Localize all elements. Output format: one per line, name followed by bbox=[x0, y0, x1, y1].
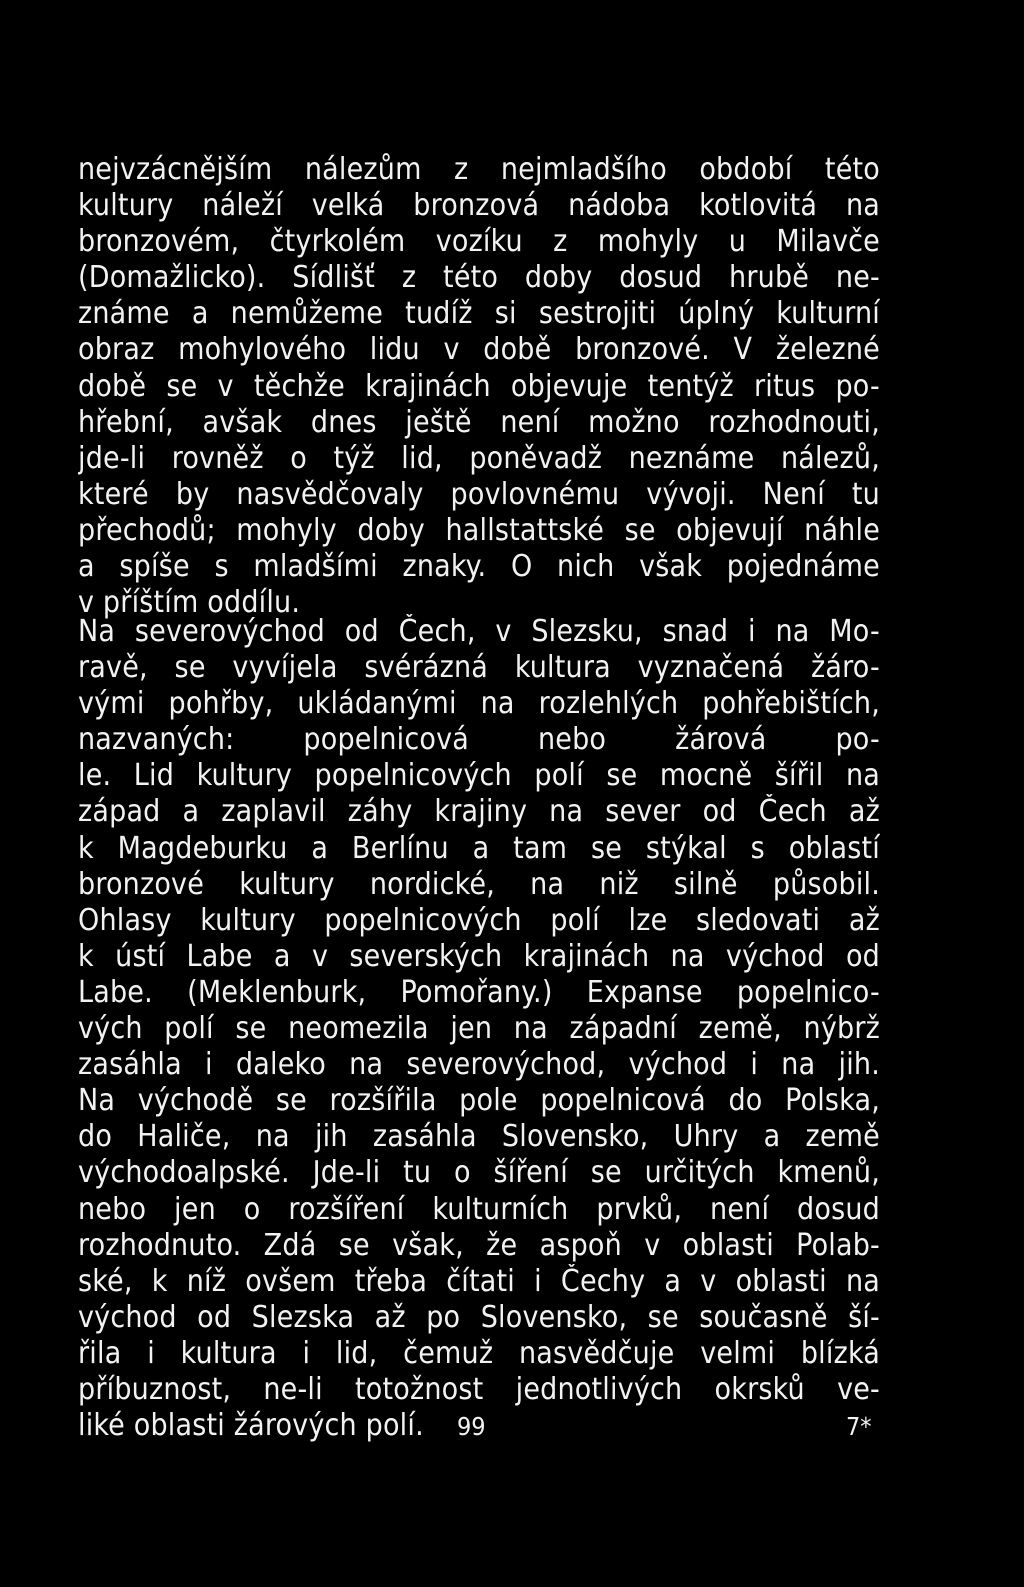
text-line: známe a nemůžeme tudíž si sestrojiti úplný kulturní bbox=[78, 296, 880, 332]
page-number: 99 bbox=[457, 1412, 486, 1441]
text-line: rozhodnuto. Zdá se však, že aspoň v oblasti Polab- bbox=[78, 1227, 880, 1263]
text-line: ské, k níž ovšem třeba čítati i Čechy a v oblasti na bbox=[78, 1263, 880, 1299]
text-line: východ od Slezska až po Slovensko, se současně ší- bbox=[78, 1299, 880, 1335]
text-line: a spíše s mladšími znaky. O nich však pojednáme bbox=[78, 549, 880, 585]
text-line: k Magdeburku a Berlínu a tam se stýkal s oblastí bbox=[78, 830, 880, 866]
text-line: obraz mohylového lidu v době bronzové. V železné bbox=[78, 332, 880, 368]
text-line: vých polí se neomezila jen na západní země, nýbrž bbox=[78, 1011, 880, 1047]
text-line: (Domažlicko). Sídlišť z této doby dosud hrubě ne- bbox=[78, 260, 880, 296]
text-line: kultury náleží velká bronzová nádoba kotlovitá na bbox=[78, 188, 880, 224]
text-line: příbuznost, ne-li totožnost jednotlivých okrsků ve- bbox=[78, 1371, 880, 1407]
text-line: které by nasvědčovaly povlovnému vývoji. Není tu bbox=[78, 476, 880, 512]
text-line: Na východě se rozšířila pole popelnicová do Polska, bbox=[78, 1083, 880, 1119]
text-line: době se v těchže krajinách objevuje tentýž ritus po- bbox=[78, 368, 880, 404]
text-line: Ohlasy kultury popelnicových polí lze sledovati až bbox=[78, 902, 880, 938]
text-line: do Haliče, na jih zasáhla Slovensko, Uhry a země bbox=[78, 1119, 880, 1155]
text-line: přechodů; mohyly doby hallstattské se objevují náhle bbox=[78, 512, 880, 548]
text-line: bronzovém, čtyrkolém vozíku z mohyly u Milavče bbox=[78, 224, 880, 260]
text-line: k ústí Labe a v severských krajinách na východ od bbox=[78, 938, 880, 974]
text-line: jde-li rovněž o týž lid, poněvadž neznáme nálezů, bbox=[78, 440, 880, 476]
text-line: bronzové kultury nordické, na niž silně působil. bbox=[78, 866, 880, 902]
text-line: zasáhla i daleko na severovýchod, východ i na jih. bbox=[78, 1047, 880, 1083]
text-line: řila i kultura i lid, čemuž nasvědčuje velmi blízká bbox=[78, 1335, 880, 1371]
text-line: ravě, se vyvíjela svérázná kultura vyznačená žáro- bbox=[78, 650, 880, 686]
text-line: západ a zaplavil záhy krajiny na sever od Čech až bbox=[78, 794, 880, 830]
text-line: nazvaných: popelnicová nebo žárová po- bbox=[78, 722, 880, 758]
text-line: východoalpské. Jde-li tu o šíření se určitých kmenů, bbox=[78, 1155, 880, 1191]
text-line: le. Lid kultury popelnicových polí se mocně šířil na bbox=[78, 758, 880, 794]
paragraph-1 bbox=[78, 152, 880, 621]
paragraph-2 bbox=[78, 614, 880, 1444]
text-line: Labe. (Meklenburk, Pomořany.) Expanse popelnico- bbox=[78, 974, 880, 1010]
text-line: v příštím oddílu. bbox=[78, 585, 301, 621]
text-line: nebo jen o rozšíření kulturních prvků, není dosud bbox=[78, 1191, 880, 1227]
text-line: vými pohřby, ukládanými na rozlehlých pohřebištích, bbox=[78, 686, 880, 722]
text-line: Na severovýchod od Čech, v Slezsku, snad i na Mo- bbox=[78, 614, 880, 649]
text-line: hřební, avšak dnes ještě není možno rozhodnouti, bbox=[78, 404, 880, 440]
signature-mark: 7* bbox=[846, 1412, 872, 1441]
text-line: liké oblasti žárových polí. bbox=[78, 1408, 424, 1444]
text-line: nejvzácnějším nálezům z nejmladšího období této bbox=[78, 152, 880, 187]
